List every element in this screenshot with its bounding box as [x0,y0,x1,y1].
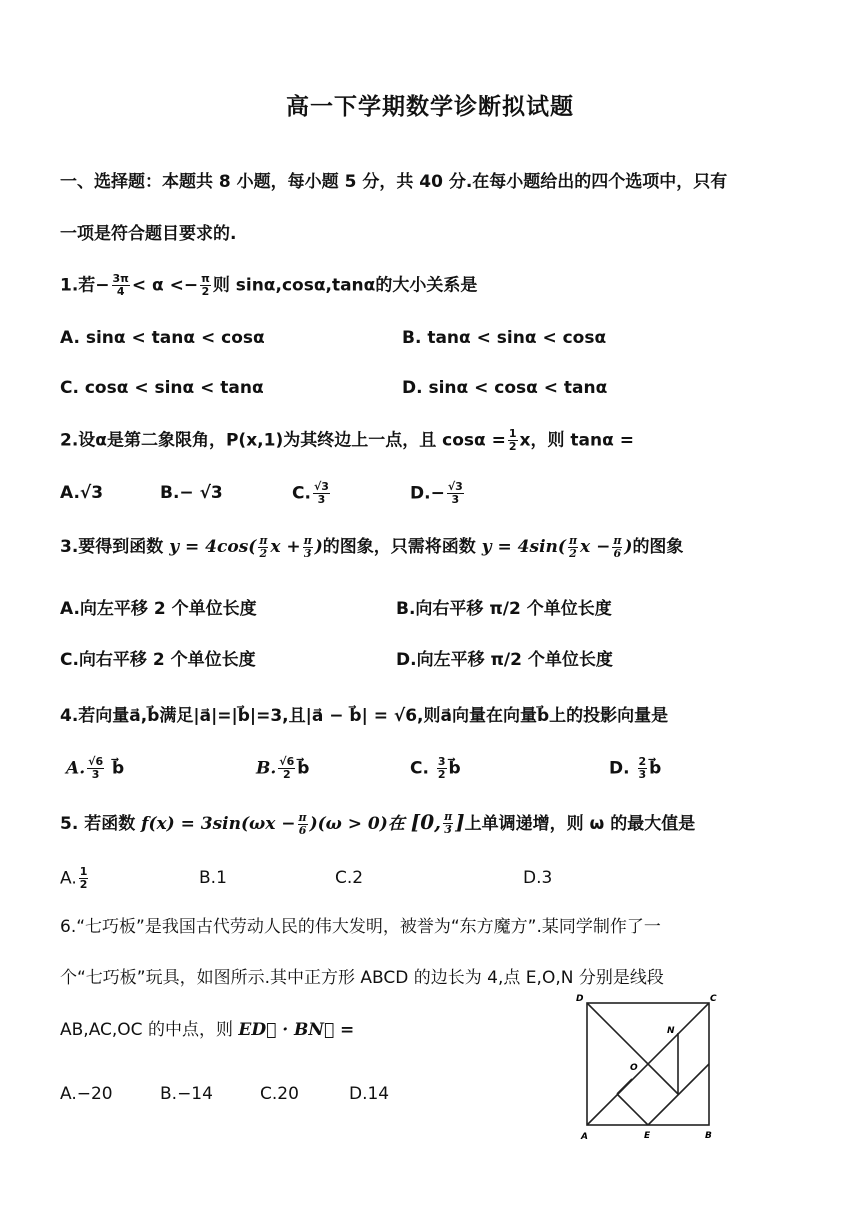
q2-text-b: x，则 tanα = [519,430,634,451]
q1-option-d: D. sinα < cosα < tanα [402,378,608,398]
q1-suffix: 则 sinα,cosα,tanα的大小关系是 [212,275,478,296]
q3-option-c: C.向右平移 2 个单位长度 [60,650,256,670]
q6-option-b: B.−14 [160,1084,213,1104]
q6-option-d: D.14 [349,1084,390,1104]
label-d: D [576,994,584,1004]
question-3 [60,535,683,560]
q1-option-a: A. sinα < tanα < cosα [60,328,265,348]
q3-text-b: 的图象，只需将函数 [322,537,476,557]
question-6-line1: 6.“七巧板”是我国古代劳动人民的伟大发明，被誉为“东方魔方”.某同学制作了一 [60,917,661,937]
question-6-line3: AB,AC,OC 的中点，则 ED⃗ · BN⃗ = [60,1020,355,1040]
question-5 [60,810,695,837]
q1-prefix: 1.若− [60,275,110,296]
q1-option-b: B. tanα < sinα < cosα [402,328,607,348]
tangram-diagram [570,993,730,1143]
q4-option-d: D. $\frac{2}{3}$ b⃗ [609,755,662,781]
page-title: 高一下学期数学诊断拟试题 [286,93,574,120]
q6-option-a: A.−20 [60,1084,113,1104]
label-e: E [644,1131,651,1141]
label-n: N [667,1026,675,1036]
q1-fraction-1: $\frac{3\pi}{4}$ [112,272,129,298]
q1-fraction-2: $\frac{\pi}{2}$ [201,272,210,298]
q5-interval: [0, $\frac{\pi}{3}$ ] [410,810,465,836]
q5-text-b: 上单调递增，则 ω 的最大值是 [464,814,696,834]
q5-option-d: D.3 [523,868,553,888]
q2-option-d: D.− $\frac{√3}{3}$ [410,480,463,506]
tangram-figure [570,993,730,1143]
section-header-line2: 一项是符合题目要求的. [60,224,237,244]
question-1 [60,273,477,298]
q3-option-d: D.向左平移 π/2 个单位长度 [396,650,613,670]
q3-text-c: 的图象 [632,537,684,557]
q2-option-b: B.− √3 [160,483,223,503]
question-2 [60,428,634,453]
q5-option-a: A. $\frac{1}{2}$ [60,865,88,891]
q3-function-1: y = 4cos( $\frac{\pi}{2}$ x + $\frac{\pi}{3}$ ) [169,534,323,560]
segment-square-left [617,1094,648,1125]
q5-function: f(x) = 3sin(ωx − $\frac{\pi}{6}$ )(ω > 0)在 [141,811,405,837]
q4-option-c: C. $\frac{3}{2}$ b⃗ [410,755,461,781]
q5-option-b: B.1 [199,868,227,888]
q3-function-2: y = 4sin( $\frac{\pi}{2}$ x − $\frac{\pi}{6}$ ) [481,534,633,560]
q6-option-c: C.20 [260,1084,299,1104]
q5-text-a: 5. 若函数 [60,814,136,834]
label-o: O [630,1063,638,1073]
label-a: A [581,1132,588,1142]
segment-square-top [617,1079,632,1094]
q1-mid: < α <− [131,275,199,296]
q3-text-a: 3.要得到函数 [60,537,164,557]
label-b: B [705,1131,712,1141]
question-4: 4.若向量a⃗,b⃗满足|a⃗|=|b⃗|=3,且|a⃗ − b⃗| = √6,则a⃗向量在向量b⃗上的投影向量是 [60,706,669,726]
q3-option-a: A.向左平移 2 个单位长度 [60,599,257,619]
q2-fraction: $\frac{1}{2}$ [508,427,517,453]
q1-option-c: C. cosα < sinα < tanα [60,378,264,398]
question-6-line2: 个“七巧板”玩具，如图所示.其中正方形 ABCD 的边长为 4,点 E,O,N 分别是线段 [60,968,664,988]
q2-option-a: A.√3 [60,483,104,503]
q2-option-c: C. $\frac{√3}{3}$ [292,480,329,506]
q5-option-c: C.2 [335,868,364,888]
q4-option-a: A. $\frac{√6}{3}$ b⃗ [66,755,125,781]
section-header-line1: 一、选择题：本题共 8 小题，每小题 5 分，共 40 分.在每小题给出的四个选项中，只有 [60,172,728,192]
label-c: C [710,994,717,1004]
q2-text-a: 2.设α是第二象限角，P(x,1)为其终边上一点，且 cosα = [60,430,506,451]
q4-option-b: B. $\frac{√6}{2}$ b⃗ [256,755,310,781]
q3-option-b: B.向右平移 π/2 个单位长度 [396,599,612,619]
